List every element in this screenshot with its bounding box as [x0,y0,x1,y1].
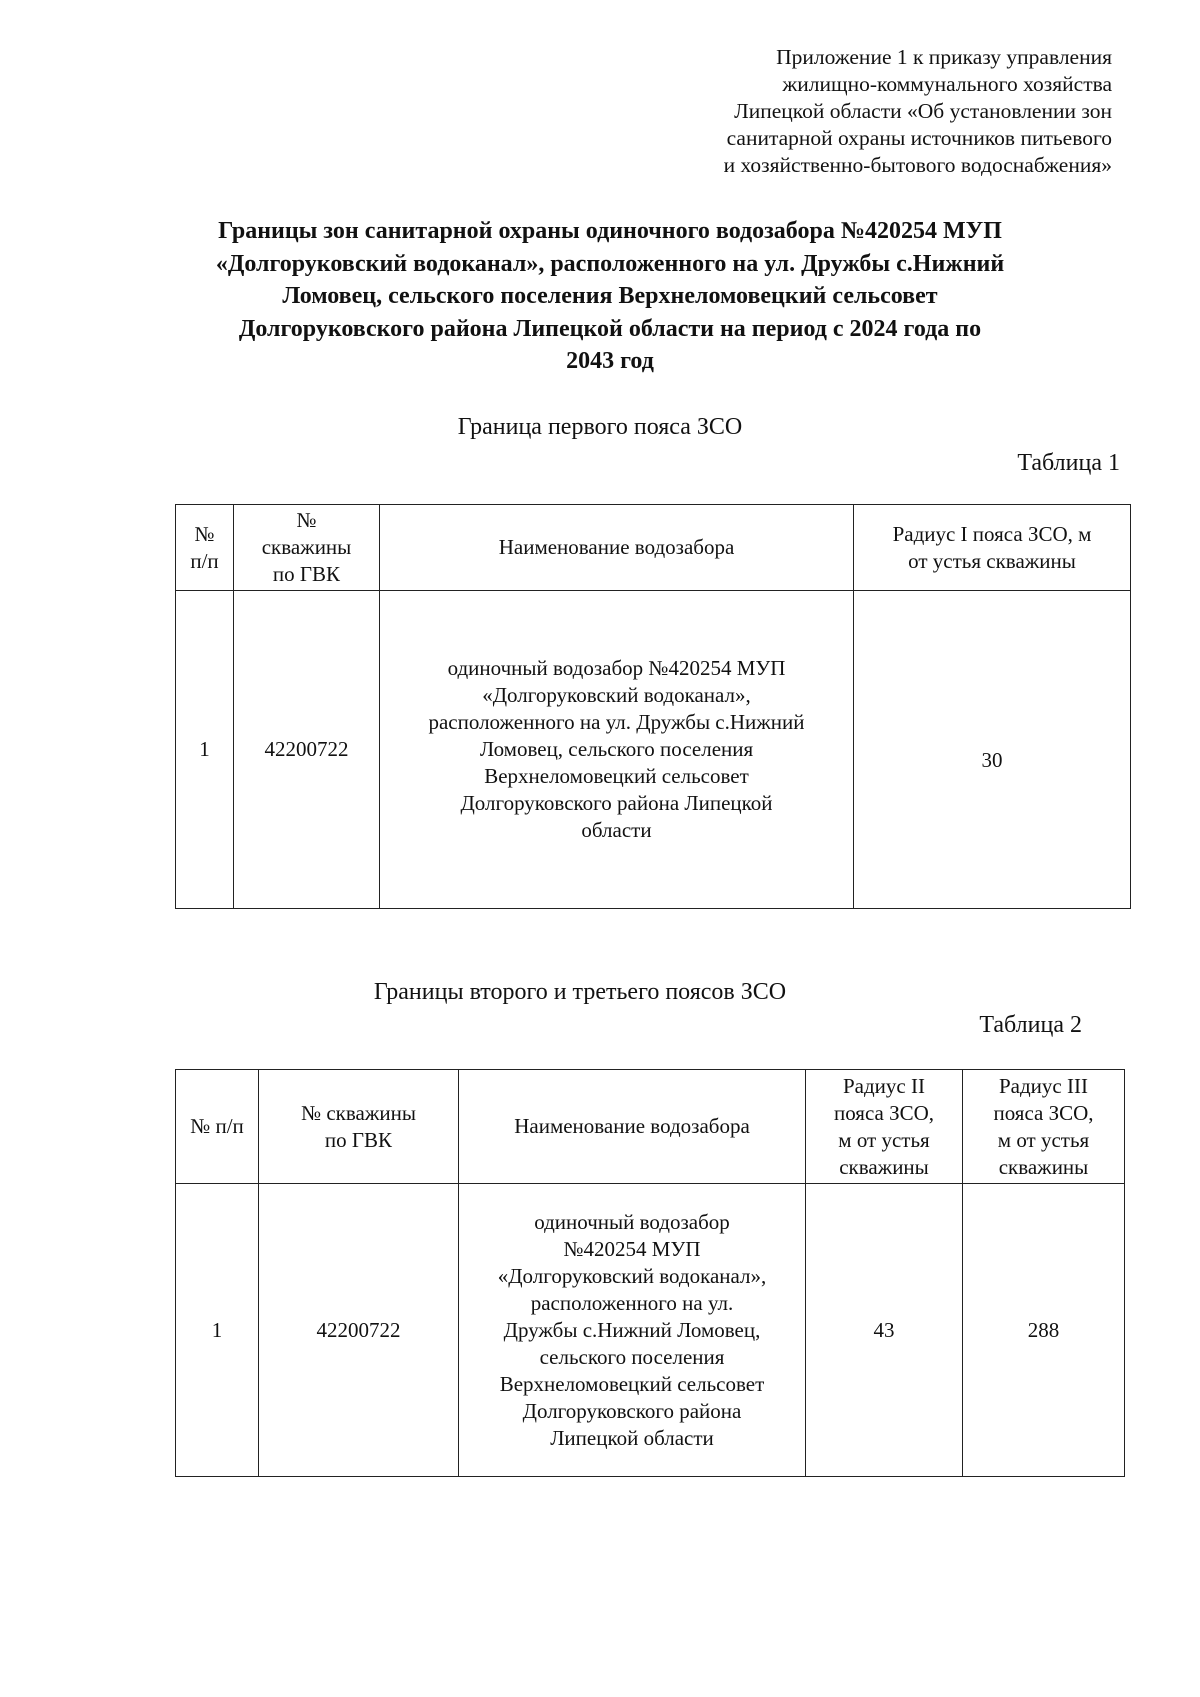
header-num-cell [176,505,234,591]
row-name-line: «Долгоруковский водоканал», [497,1263,767,1288]
row-radius2-cell: 43 [806,1184,963,1477]
row-well-cell: 42200722 [234,591,380,909]
header-radius2-line: м от устья [838,1127,930,1152]
table1-caption: Граница первого пояса ЗСО [457,414,743,440]
header-well-line: по ГВК [324,1127,393,1152]
header-well-line: № скважины [301,1100,416,1125]
title-line: Долгоруковского района Липецкой области на период с 2024 года по [238,315,982,342]
row-name-line: расположенного на ул. [530,1290,734,1315]
row-name-line: Ломовец, сельского поселения [479,737,754,761]
header-radius3-line: скважины [998,1154,1089,1179]
row-radius-cell: 30 [854,591,1131,909]
annex-line: жилищно-коммунального хозяйства [782,72,1112,96]
header-radius2-line: Радиус II [843,1073,925,1098]
row-name-cell [380,591,854,909]
row-name-line: Верхнеломовецкий сельсовет [484,764,749,788]
table1-label: Таблица 1 [1017,450,1120,476]
table2-header-row [176,1070,1125,1184]
row-radius3-cell: 288 [963,1184,1125,1477]
row-name-line: «Долгоруковский водоканал», [482,683,751,707]
title-line: Ломовец, сельского поселения Верхнеломовецкий сельсовет [282,283,938,309]
annex-line: Липецкой области «Об установлении зон [734,99,1112,123]
table-row [176,591,1131,909]
title-line: 2043 год [566,348,654,374]
row-name-line: Долгоруковского района Липецкой [460,791,773,815]
row-name-line: №420254 МУП [563,1236,701,1261]
table1 [175,504,1131,909]
table2-caption: Границы второго и третьего поясов ЗСО [373,979,787,1005]
header-well-line: № [296,508,317,532]
header-well-cell [259,1070,459,1184]
annex-line: и хозяйственно-бытового водоснабжения» [723,153,1112,177]
header-well-line: по ГВК [272,562,341,586]
row-name-line: Верхнеломовецкий сельсовет [499,1371,765,1396]
row-name-line: расположенного на ул. Дружбы с.Нижний [428,710,805,734]
row-name-line: Дружбы с.Нижний Ломовец, [503,1317,761,1342]
row-name-line: сельского поселения [539,1344,725,1369]
row-num-cell: 1 [176,591,234,909]
header-radius2-line: пояса ЗСО, [833,1100,935,1125]
header-num-line: п/п [190,548,219,573]
header-num-cell: № п/п [176,1070,259,1184]
header-well-cell [234,505,380,591]
header-radius3-cell [963,1070,1125,1184]
header-radius-line: от устья скважины [908,548,1076,573]
header-num-line: № [194,521,215,546]
header-name-cell: Наименование водозабора [380,505,854,591]
annex-reference [560,44,1112,179]
header-radius-cell [854,505,1131,591]
header-name-cell: Наименование водозабора [459,1070,806,1184]
annex-line: санитарной охраны источников питьевого [726,126,1112,150]
header-radius3-line: м от устья [997,1127,1090,1152]
table-row [176,1184,1125,1477]
row-name-line: одиночный водозабор [534,1209,730,1234]
header-radius3-line: пояса ЗСО, [993,1100,1094,1125]
row-name-cell [459,1184,806,1477]
title-line: Границы зон санитарной охраны одиночного водозабора №420254 МУП [218,218,1002,244]
header-radius2-cell [806,1070,963,1184]
header-well-line: скважины [261,535,352,559]
table2 [175,1069,1125,1477]
annex-line: Приложение 1 к приказу управления [776,45,1112,69]
header-radius-line: Радиус I пояса ЗСО, м [892,521,1092,546]
document-title [150,215,1070,378]
row-name-line: одиночный водозабор №420254 МУП [447,656,786,680]
header-radius2-line: скважины [839,1154,929,1179]
row-name-line: области [581,818,652,842]
table2-label: Таблица 2 [979,1012,1082,1038]
title-line: «Долгоруковский водоканал», расположенного на ул. Дружбы с.Нижний [215,250,1005,277]
table1-header-row [176,505,1131,591]
row-well-cell: 42200722 [259,1184,459,1477]
row-name-line: Липецкой области [550,1425,714,1450]
row-name-line: Долгоруковского района [522,1398,742,1423]
row-num-cell: 1 [176,1184,259,1477]
header-radius3-line: Радиус III [999,1073,1088,1098]
